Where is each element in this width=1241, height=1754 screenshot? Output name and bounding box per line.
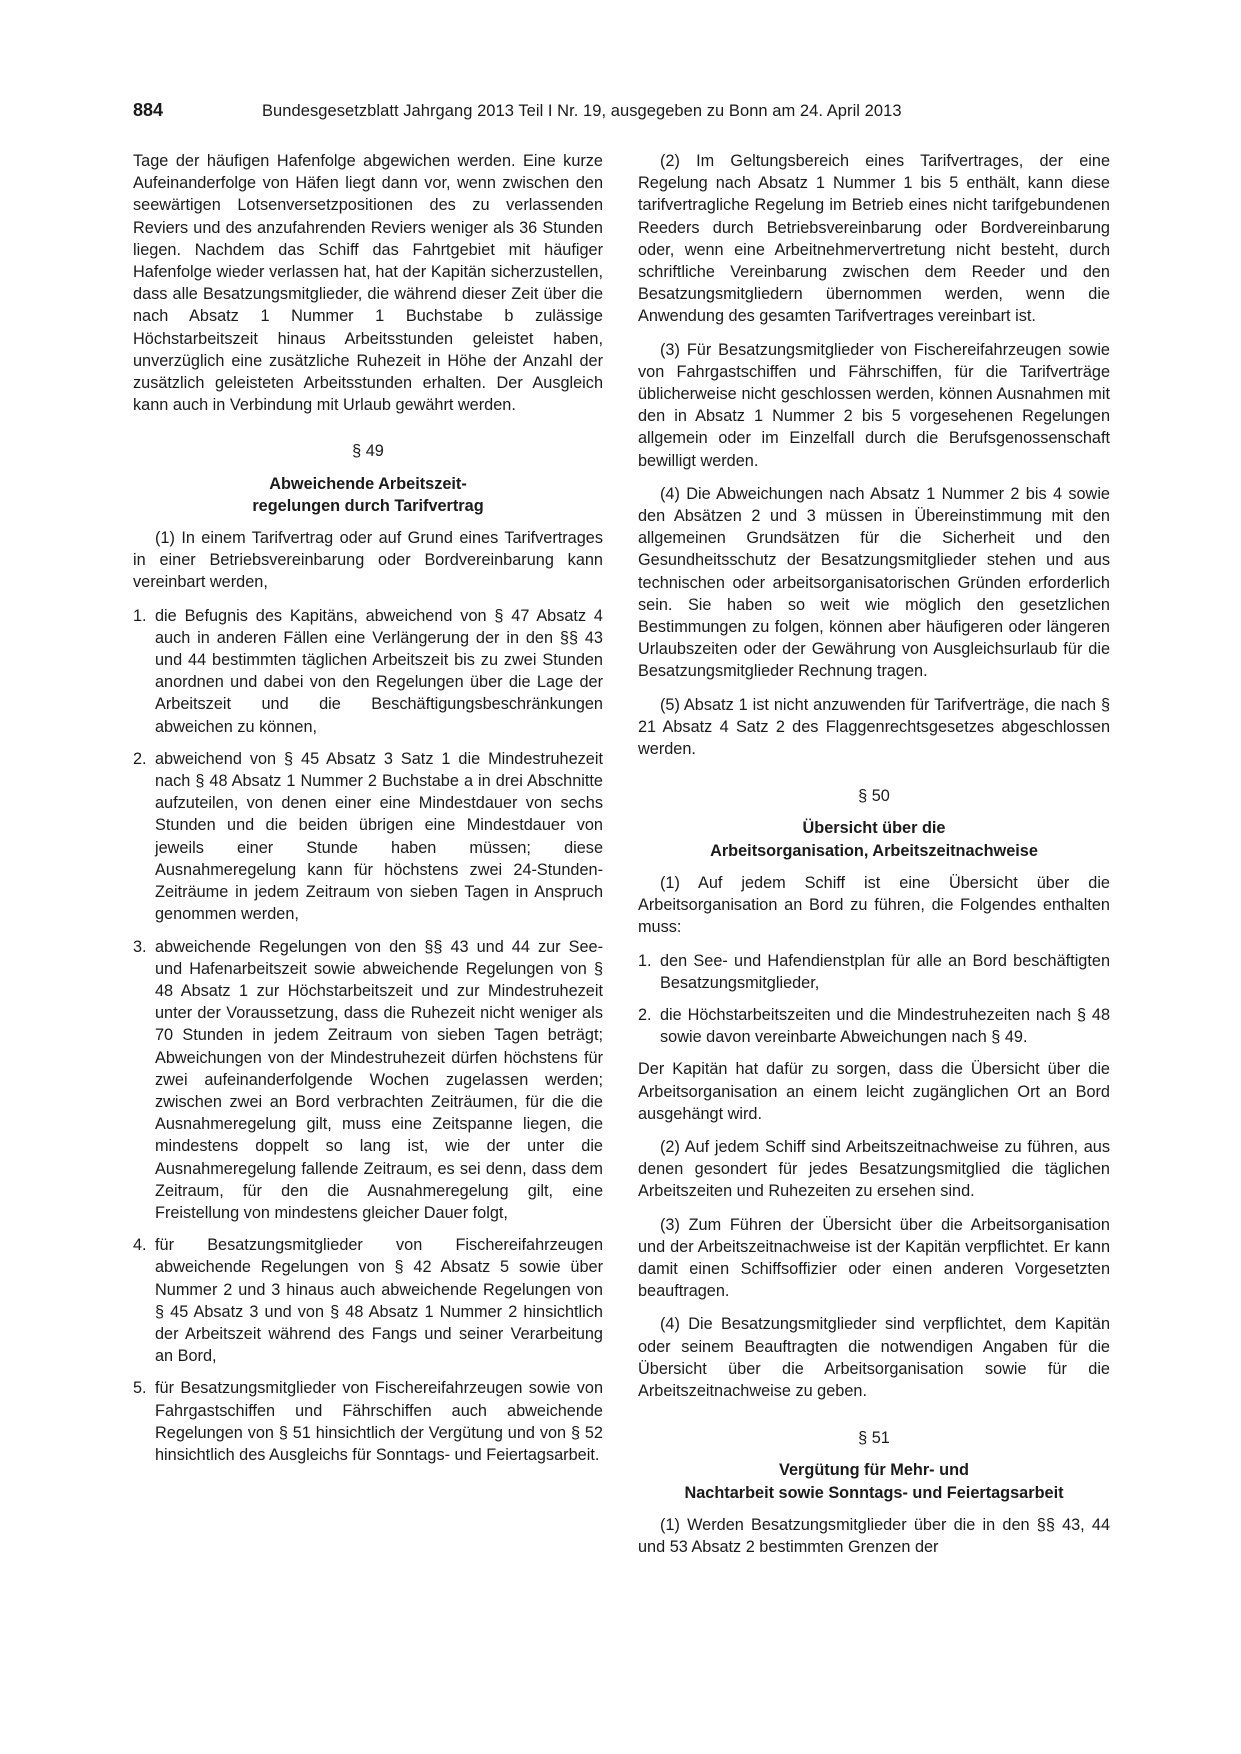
list-item-number: 1.	[133, 606, 147, 625]
running-head: Bundesgesetzblatt Jahrgang 2013 Teil I Nr. 19, ausgegeben zu Bonn am 24. April 2013	[262, 102, 902, 120]
list-49-1	[133, 605, 603, 1467]
right-column	[638, 150, 1110, 1569]
section-title-50	[638, 817, 1110, 861]
list-item-text: für Besatzungsmitglieder von Fischereifahrzeugen sowie von Fahrgastschiffen und Fährschiffen auch abweichende Regelungen von § 51 hinsichtlich der Vergütung und von § 52 hinsichtlich des Ausgleichs für Sonntags- und Feiertagsarbeit.	[155, 1379, 603, 1464]
list-item-text: für Besatzungsmitglieder von Fischereifahrzeugen abweichende Regelungen von § 42 Absatz 5 sowie über Nummer 2 und 3 hinaus auch abweichende Regelungen von § 45 Absatz 3 und von § 48 Absatz 1 Nummer 2 hinsichtlich der Arbeitszeit während des Fangs und seiner Verarbeitung an Bord,	[155, 1236, 603, 1366]
list-item-text: abweichend von § 45 Absatz 3 Satz 1 die Mindestruhezeit nach § 48 Absatz 1 Nummer 2 Buchstabe a in drei Abschnitte aufzuteilen, von denen einer eine Mindestdauer von sechs Stunden und die beiden übrigen eine Mindestdauer von jeweils einer Stunde haben müssen; diese Ausnahmeregelung kann für höchstens zwei 24-Stunden-Zeiträume in jedem Zeitraum von sieben Tagen in Anspruch genommen werden,	[155, 749, 603, 924]
list-50-1	[638, 950, 1110, 1049]
list-item-number: 4.	[133, 1236, 147, 1255]
page-number: 884	[133, 100, 164, 120]
list-item	[133, 936, 603, 1225]
list-item-text: den See- und Hafendienstplan für alle an Bord beschäftigten Besatzungsmitglieder,	[660, 951, 1110, 992]
list-item-number: 2.	[133, 749, 147, 768]
paragraph-50-3: (3) Zum Führen der Übersicht über die Arbeitsorganisation und der Arbeitszeitnachweise ist der Kapitän verpflichtet. Er kann damit einen Schiffsoffizier oder einen anderen Vorgesetzten beauftragen.	[638, 1215, 1110, 1301]
section-title-line: Vergütung für Mehr- und	[779, 1461, 969, 1480]
list-item	[133, 1377, 603, 1466]
section-title-line: Nachtarbeit sowie Sonntags- und Feiertagsarbeit	[684, 1483, 1064, 1502]
paragraph-49-4: (4) Die Abweichungen nach Absatz 1 Nummer 2 bis 4 sowie den Absätzen 2 und 3 müssen in Übereinstimmung mit den allgemeinen Grundsätzen für die Sicherheit und den Gesundheitsschutz der Besatzungsmitglieder stehen und aus technischen oder arbeitsorganisatorischen Gründen erforderlich sein. Sie haben so weit wie möglich den gesetzlichen Bestimmungen zu folgen, können aber häufigeren oder längeren Urlaubszeiten oder der Gewährung von Ausgleichsurlaub für die Besatzungsmitglieder Rechnung tragen.	[638, 484, 1110, 681]
paragraph-50-1-continuation: Der Kapitän hat dafür zu sorgen, dass die Übersicht über die Arbeitsorganisation an einem leicht zugänglichen Ort an Bord ausgehängt wird.	[638, 1060, 1110, 1123]
paragraph-49-2: (2) Im Geltungsbereich eines Tarifvertrages, der eine Regelung nach Absatz 1 Nummer 1 bis 5 enthält, kann diese tarifvertragliche Regelung im Betrieb eines nicht tarifgebundenen Reeders durch Betriebsvereinbarung oder Bordvereinbarung oder, wenn eine Arbeitnehmervertretung nicht besteht, durch schriftliche Vereinbarung zwischen dem Reeder und den Besatzungsmitgliedern übernommen werden, wenn die Anwendung des gesamten Tarifvertrages vereinbart ist.	[638, 152, 1110, 326]
left-column	[133, 150, 603, 1476]
list-item	[638, 1004, 1110, 1048]
section-title-line: Übersicht über die	[802, 819, 946, 838]
section-number-49: § 49	[352, 442, 384, 461]
paragraph-50-4: (4) Die Besatzungsmitglieder sind verpflichtet, dem Kapitän oder seinem Beauftragten die notwendigen Angaben für die Übersicht über die Arbeitsorganisation sowie für die Arbeitszeitnachweise zu geben.	[638, 1315, 1110, 1400]
list-item-number: 1.	[638, 951, 652, 970]
list-item-number: 2.	[638, 1005, 652, 1024]
list-item-number: 5.	[133, 1379, 147, 1398]
paragraph-50-1: (1) Auf jedem Schiff ist eine Übersicht über die Arbeitsorganisation an Bord zu führen, die Folgendes enthalten muss:	[638, 873, 1110, 937]
paragraph-49-3: (3) Für Besatzungsmitglieder von Fischereifahrzeugen sowie von Fahrgastschiffen und Fährschiffen, für die Tarifverträge üblicherweise nicht geschlossen werden, können Ausnahmen mit den in Absatz 1 Nummer 2 bis 5 vorgesehenen Regelungen allgemein oder im Einzelfall durch die Berufsgenossenschaft bewilligt werden.	[638, 340, 1110, 470]
page-header	[133, 100, 1110, 121]
section-title-line: regelungen durch Tarifvertrag	[252, 496, 484, 515]
section-title-49	[133, 473, 603, 517]
list-item	[638, 950, 1110, 994]
paragraph-49-5: (5) Absatz 1 ist nicht anzuwenden für Tarifverträge, die nach § 21 Absatz 4 Satz 2 des Flaggenrechtsgesetzes abgeschlossen werden.	[638, 695, 1110, 759]
list-item-text: die Höchstarbeitszeiten und die Mindestruhezeiten nach § 48 sowie davon vereinbarte Abweichungen nach § 49.	[660, 1005, 1110, 1047]
section-number-50: § 50	[858, 787, 890, 806]
section-title-line: Abweichende Arbeitszeit-	[269, 474, 467, 493]
section-title-51	[638, 1459, 1110, 1503]
list-item	[133, 1234, 603, 1367]
list-item	[133, 605, 603, 738]
continuation-paragraph: Tage der häufigen Hafenfolge abgewichen werden. Eine kurze Aufeinanderfolge von Häfen liegt dann vor, wenn zwischen den seewärtigen Lotsenversetzpositionen des zu verlassenden Reviers und des anzufahrenden Reviers weniger als 36 Stunden liegen. Nachdem das Schiff das Fahrtgebiet mit häufiger Hafenfolge wieder verlassen hat, hat der Kapitän sicherzustellen, dass alle Besatzungsmitglieder, die während dieser Zeit über die nach Absatz 1 Nummer 1 Buchstabe b zulässige Höchstarbeitszeit hinaus Arbeitsstunden geleistet haben, unverzüglich eine zusätzliche Ruhezeit in Höhe der Anzahl der zusätzlich geleisteten Arbeitsstunden erhalten. Der Ausgleich kann auch in Verbindung mit Urlaub gewährt werden.	[133, 152, 603, 415]
paragraph-51-1: (1) Werden Besatzungsmitglieder über die in den §§ 43, 44 und 53 Absatz 2 bestimmten Grenzen der	[638, 1515, 1110, 1556]
paragraph-50-2: (2) Auf jedem Schiff sind Arbeitszeitnachweise zu führen, aus denen gesondert für jedes Besatzungsmitglied die täglichen Arbeitszeiten und Ruhezeiten zu ersehen sind.	[638, 1137, 1110, 1201]
list-item-text: die Befugnis des Kapitäns, abweichend von § 47 Absatz 4 auch in anderen Fällen eine Verlängerung der in den §§ 43 und 44 bestimmten täglichen Arbeitszeit bis zu zwei Stunden anordnen und dabei von den Regelungen über die Lage der Arbeitszeit und die Beschäftigungsbeschränkungen abweichen zu können,	[155, 606, 603, 736]
list-item	[133, 748, 603, 926]
list-item-text: abweichende Regelungen von den §§ 43 und 44 zur See- und Hafenarbeitszeit sowie abweichende Regelungen von § 48 Absatz 1 zur Höchstarbeitszeit und zur Mindestruhezeit unter der Voraussetzung, dass die Ruhezeit nicht weniger als 70 Stunden in jedem Zeitraum von sieben Tagen beträgt; Abweichungen von der Mindestruhezeit dürfen höchstens für zwei aufeinanderfolgende Wochen zugelassen werden; zwischen zwei an Bord verbrachten Zeiträumen, für die die Ausnahmeregelung gilt, muss eine Zeitspanne liegen, die mindestens doppelt so lang ist, wie der unter die Ausnahmeregelung fallende Zeitraum, es sei denn, dass dem Zeitraum, für den die Ausnahmeregelung gilt, eine Freistellung von mindestens gleicher Dauer folgt,	[155, 937, 603, 1222]
section-number-51: § 51	[858, 1429, 890, 1448]
section-title-line: Arbeitsorganisation, Arbeitszeitnachweise	[710, 841, 1038, 860]
list-item-number: 3.	[133, 937, 147, 956]
paragraph-49-1: (1) In einem Tarifvertrag oder auf Grund eines Tarifvertrages in einer Betriebsvereinbarung oder Bordvereinbarung kann vereinbart werden,	[133, 529, 603, 592]
